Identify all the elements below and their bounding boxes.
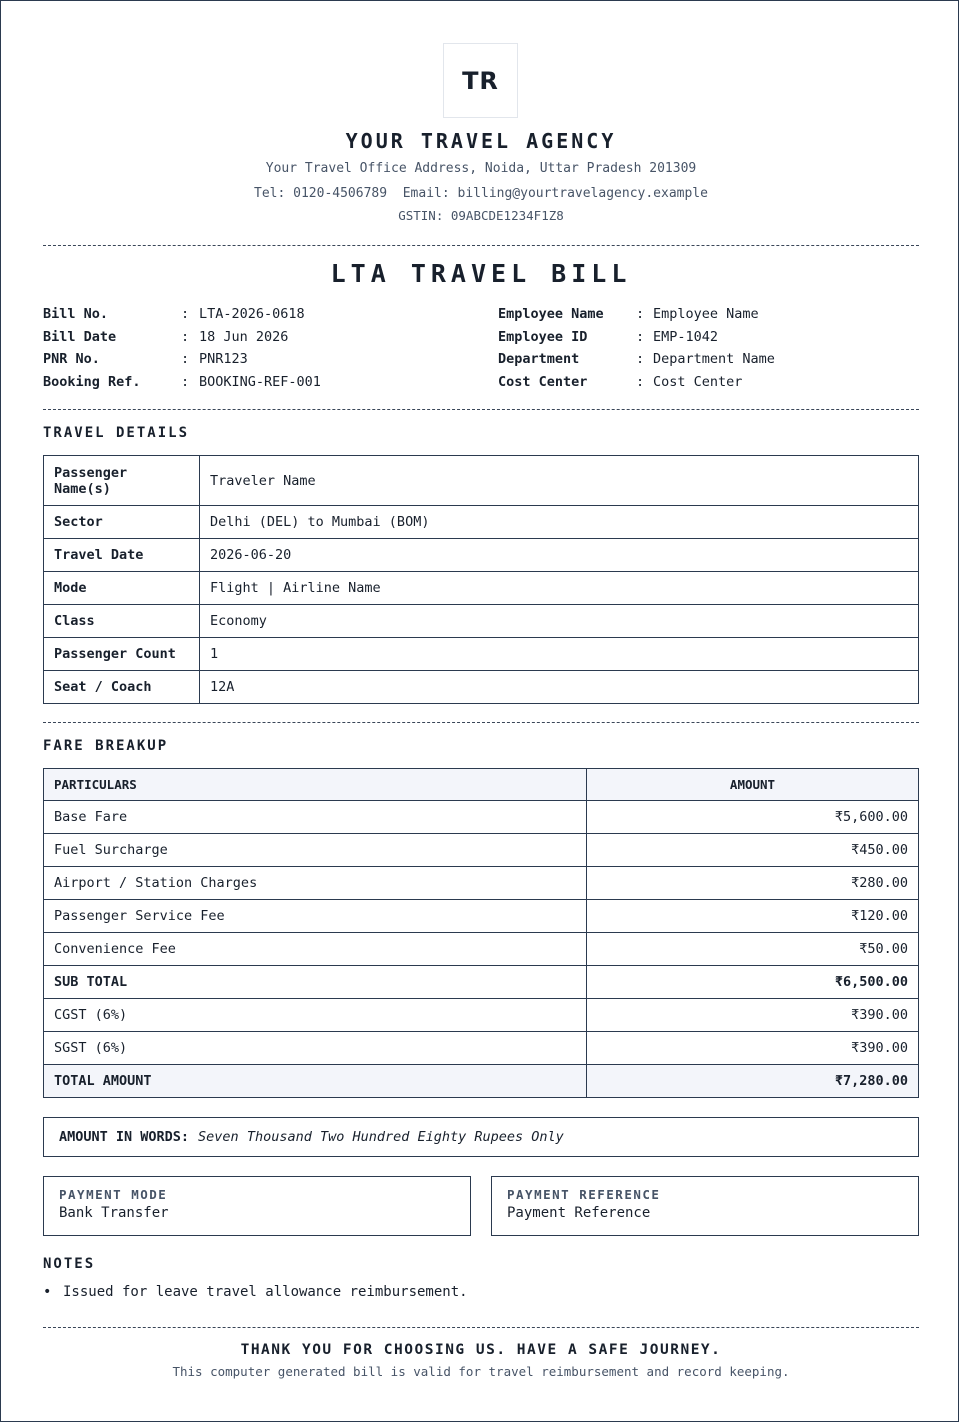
fare-breakup-table <box>43 768 919 1098</box>
meta-label: Cost Center <box>498 373 588 390</box>
travel-details-heading: TRAVEL DETAILS <box>43 425 190 441</box>
bill-title: LTA TRAVEL BILL <box>330 259 632 288</box>
payment-reference-value: Payment Reference <box>507 1205 651 1221</box>
amount-in-words-value: Seven Thousand Two Hundred Eighty Rupees Only <box>198 1129 564 1145</box>
row-value: 2026-06-20 <box>200 539 919 572</box>
meta-label: Employee Name <box>498 306 604 322</box>
note-text: Issued for leave travel allowance reimbursement. <box>63 1284 468 1300</box>
row-value: Traveler Name <box>200 456 919 506</box>
meta-label: PNR No. <box>43 351 100 367</box>
divider <box>43 409 919 410</box>
meta-value: Department Name <box>653 351 775 367</box>
meta-label: Department <box>498 351 580 367</box>
note-item <box>43 1284 468 1300</box>
agency-logo <box>443 43 518 118</box>
agency-gstin: GSTIN: 09ABCDE1234F1Z8 <box>398 208 564 223</box>
row-value: Economy <box>200 605 919 638</box>
row-label: Mode <box>44 572 200 605</box>
col-amount: AMOUNT <box>587 769 919 801</box>
row-label: Travel Date <box>44 539 200 572</box>
meta-row: Bill Date : 18 Jun 2026 <box>43 326 321 349</box>
fare-amount: ₹5,600.00 <box>587 801 919 834</box>
logo-text: TR <box>462 66 499 95</box>
table-row <box>44 572 919 605</box>
payment-reference-label: PAYMENT REFERENCE <box>507 1187 661 1202</box>
meta-value: Employee Name <box>653 306 759 322</box>
meta-label: Booking Ref. <box>43 373 141 390</box>
divider <box>43 245 919 246</box>
travel-details-table <box>43 455 919 704</box>
meta-value: BOOKING-REF-001 <box>199 373 321 390</box>
table-row <box>44 605 919 638</box>
col-particulars: PARTICULARS <box>44 769 587 801</box>
fare-label: SGST (6%) <box>44 1032 587 1065</box>
meta-row: Cost Center : Cost Center <box>498 371 775 394</box>
meta-value: EMP-1042 <box>653 328 719 345</box>
table-row <box>44 801 919 834</box>
meta-label: Employee ID <box>498 328 588 345</box>
payment-reference-box <box>491 1176 919 1236</box>
fare-amount: ₹450.00 <box>587 834 919 867</box>
fare-label: Passenger Service Fee <box>44 900 587 933</box>
table-row <box>44 900 919 933</box>
amount-in-words-label: AMOUNT IN WORDS: <box>59 1129 190 1145</box>
fare-label: Convenience Fee <box>44 933 587 966</box>
table-row <box>44 638 919 671</box>
payment-mode-label: PAYMENT MODE <box>59 1187 168 1202</box>
bullet-icon: • <box>43 1284 52 1300</box>
agency-contact: Tel: 0120-4506789 Email: billing@yourtravelagency.example <box>254 186 708 201</box>
fare-label: Base Fare <box>44 801 587 834</box>
fare-amount: ₹390.00 <box>587 1032 919 1065</box>
row-value: Flight | Airline Name <box>200 572 919 605</box>
meta-value: 18 Jun 2026 <box>199 328 289 345</box>
table-row <box>44 456 919 506</box>
fare-amount: ₹50.00 <box>587 933 919 966</box>
meta-row: Employee Name : Employee Name <box>498 303 775 326</box>
table-row <box>44 933 919 966</box>
payment-mode-box <box>43 1176 471 1236</box>
meta-value: Cost Center <box>653 373 743 390</box>
table-row <box>44 999 919 1032</box>
meta-row: PNR No. : PNR123 <box>43 348 321 371</box>
agency-name: YOUR TRAVEL AGENCY <box>345 129 617 153</box>
amount-in-words-box <box>43 1117 919 1157</box>
fare-amount: ₹120.00 <box>587 900 919 933</box>
subtotal-row <box>44 966 919 999</box>
row-label: Class <box>44 605 200 638</box>
total-row <box>44 1065 919 1098</box>
fare-label: SUB TOTAL <box>44 966 587 999</box>
fare-amount: ₹6,500.00 <box>587 966 919 999</box>
meta-value: LTA-2026-0618 <box>199 306 305 322</box>
agency-address: Your Travel Office Address, Noida, Uttar Pradesh 201309 <box>265 161 697 176</box>
fare-label: Airport / Station Charges <box>44 867 587 900</box>
bill-meta-right <box>498 303 775 393</box>
table-row <box>44 506 919 539</box>
table-row <box>44 1032 919 1065</box>
divider <box>43 722 919 723</box>
fare-label: TOTAL AMOUNT <box>44 1065 587 1098</box>
fare-amount: ₹280.00 <box>587 867 919 900</box>
row-label: Passenger Count <box>44 638 200 671</box>
validity-note: This computer generated bill is valid for travel reimbursement and record keeping. <box>172 1364 790 1379</box>
row-value: Delhi (DEL) to Mumbai (BOM) <box>200 506 919 539</box>
table-row <box>44 671 919 704</box>
divider <box>43 1327 919 1328</box>
row-value: 12A <box>200 671 919 704</box>
fare-amount: ₹7,280.00 <box>587 1065 919 1098</box>
table-row <box>44 539 919 572</box>
meta-row: Department : Department Name <box>498 348 775 371</box>
meta-label: Bill Date <box>43 328 117 345</box>
fare-breakup-heading: FARE BREAKUP <box>43 738 169 754</box>
notes-heading: NOTES <box>43 1256 96 1272</box>
meta-row: Employee ID : EMP-1042 <box>498 326 775 349</box>
table-row <box>44 867 919 900</box>
fare-label: CGST (6%) <box>44 999 587 1032</box>
meta-row: Bill No. : LTA-2026-0618 <box>43 303 321 326</box>
row-label: Passenger Name(s) <box>44 456 200 506</box>
payment-mode-value: Bank Transfer <box>59 1205 169 1221</box>
table-header-row <box>44 769 919 801</box>
meta-row: Booking Ref. : BOOKING-REF-001 <box>43 371 321 394</box>
meta-label: Bill No. <box>43 306 109 322</box>
bill-meta-left <box>43 303 321 393</box>
thank-you-message: THANK YOU FOR CHOOSING US. HAVE A SAFE JOURNEY. <box>240 1342 722 1358</box>
row-label: Seat / Coach <box>44 671 200 704</box>
fare-amount: ₹390.00 <box>587 999 919 1032</box>
table-row <box>44 834 919 867</box>
fare-label: Fuel Surcharge <box>44 834 587 867</box>
row-label: Sector <box>44 506 200 539</box>
row-value: 1 <box>200 638 919 671</box>
meta-value: PNR123 <box>199 351 248 367</box>
